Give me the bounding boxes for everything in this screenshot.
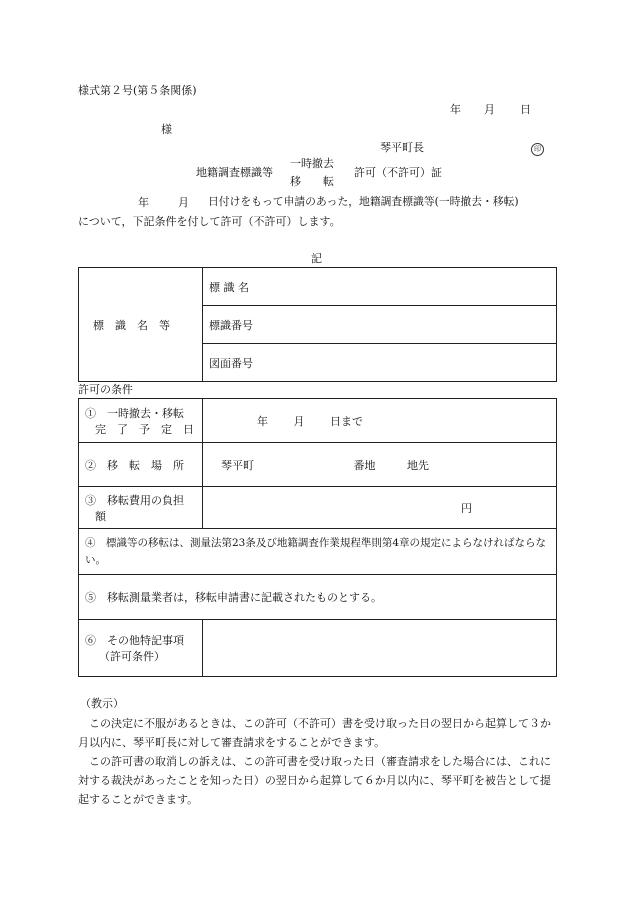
marker-table bbox=[78, 267, 557, 382]
condition-5-cell: ⑤ 移転測量業者は，移転申請書に記載されたものとする。 bbox=[79, 575, 557, 620]
intro-line1: 日付けをもって申請のあった，地籍調査標識等(一時撤去・移転) bbox=[208, 195, 519, 208]
special-notes-value-cell bbox=[203, 620, 557, 677]
table-row bbox=[79, 487, 557, 529]
relocation-cost-value-cell: 円 bbox=[203, 487, 557, 529]
drawing-number-cell: 図面番号 bbox=[203, 344, 557, 382]
table-row bbox=[79, 443, 557, 487]
ki-heading: 記 bbox=[311, 252, 322, 265]
intro-line2: について，下記条件を付して許可（不許可）します。 bbox=[78, 215, 341, 228]
issuer-name: 琴平町長 bbox=[380, 141, 424, 154]
completion-date-value-cell: 年 月 日まで bbox=[203, 399, 557, 443]
addressee-suffix: 様 bbox=[161, 123, 172, 136]
table-row bbox=[79, 529, 557, 575]
relocation-cost-label-cell: ③ 移転費用の負担 額 bbox=[79, 487, 203, 529]
special-notes-label-cell: ⑥ その他特記事項 （許可条件） bbox=[79, 620, 203, 677]
notice-paragraph-1: この決定に不服があるときは、この許可（不許可）書を受け取った日の翌日から起算して３か月以内に、琴平町長に対して審査請求をすることができます。 bbox=[78, 717, 551, 749]
condition-4-cell bbox=[79, 529, 557, 575]
title-option-temporary-removal: 一時撤去 bbox=[290, 157, 334, 170]
intro-month: 月 bbox=[178, 196, 189, 209]
issue-date-day: 日 bbox=[520, 103, 531, 116]
completion-date-label-cell: ① 一時撤去・移転 完 了 予 定 日 bbox=[79, 399, 203, 443]
notice-heading: （教示） bbox=[80, 697, 124, 710]
intro-year: 年 bbox=[138, 196, 149, 209]
marker-label-cell bbox=[79, 268, 203, 382]
form-number: 様式第２号(第５条関係) bbox=[78, 84, 197, 97]
conditions-table bbox=[78, 398, 557, 677]
title-option-relocation: 移 転 bbox=[290, 175, 334, 188]
issue-date-month: 月 bbox=[484, 103, 495, 116]
issue-date-year: 年 bbox=[450, 103, 461, 116]
relocation-place-value-cell: 琴平町 番地 地先 bbox=[203, 443, 557, 487]
table-row bbox=[79, 399, 557, 443]
title-prefix: 地籍調査標識等 bbox=[196, 166, 273, 179]
relocation-place-label-cell: ② 移 転 場 所 bbox=[79, 443, 203, 487]
table-row bbox=[79, 620, 557, 677]
table-row bbox=[79, 575, 557, 620]
marker-number-cell: 標識番号 bbox=[203, 306, 557, 344]
seal-mark: 印 bbox=[531, 141, 544, 156]
notice-paragraph-2: この許可書の取消しの訴えは、この許可書を受け取った日（審査請求をした場合には、これに対する裁決があったことを知った日）の翌日から起算して６か月以内に、琴平町を被告として提起することができます。 bbox=[78, 755, 551, 806]
table-row bbox=[79, 268, 557, 306]
marker-name-cell: 標 識 名 bbox=[203, 268, 557, 306]
condition-4-text: ④ 標識等の移転は、測量法第23条及び地籍調査作業規程準則第4章の規定によらなければならない。 bbox=[85, 536, 547, 566]
conditions-heading: 許可の条件 bbox=[78, 383, 133, 396]
title-suffix: 許可（不許可）証 bbox=[354, 166, 442, 179]
marker-label: 標 識 名 等 bbox=[93, 318, 170, 332]
